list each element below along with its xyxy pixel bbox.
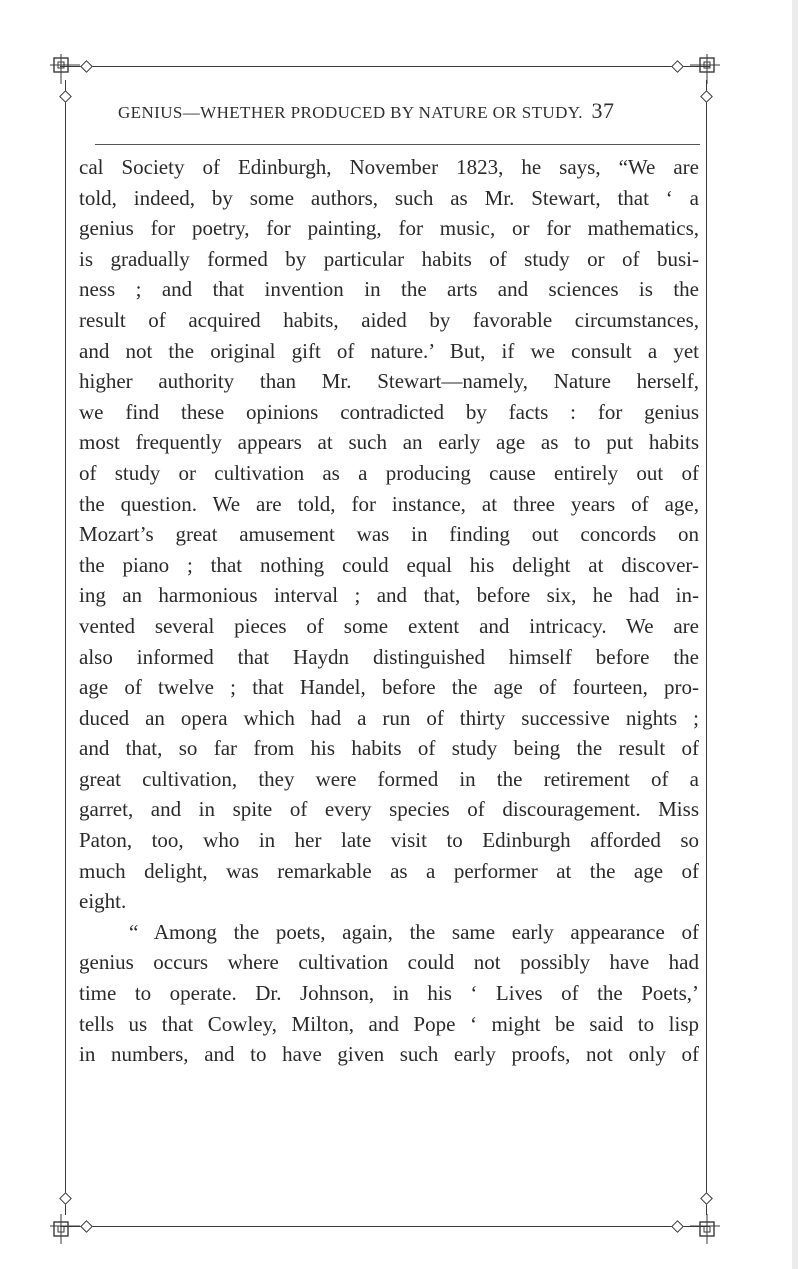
header-rule xyxy=(95,144,700,145)
text-line: Mozart’s great amusement was in finding out concords on xyxy=(79,522,699,547)
text-line: and that, so far from his habits of study being the result of xyxy=(79,736,699,761)
text-line: and not the original gift of nature.’ But, if we consult a yet xyxy=(79,338,699,363)
frame-right-line xyxy=(706,80,707,1215)
frame-top-line xyxy=(60,66,710,67)
body-text xyxy=(79,152,699,1070)
text-line: Paton, too, who in her late visit to Edinburgh afforded so xyxy=(79,828,699,853)
text-line: tells us that Cowley, Milton, and Pope ‘ might be said to lisp xyxy=(79,1011,699,1036)
text-line: the piano ; that nothing could equal his delight at discover- xyxy=(79,552,699,577)
text-line: “ Among the poets, again, the same early appearance of xyxy=(79,919,699,944)
frame-diamond-icon xyxy=(700,1192,713,1205)
text-line: genius for poetry, for painting, for music, or for mathematics, xyxy=(79,216,699,241)
text-line: much delight, was remarkable as a performer at the age of xyxy=(79,858,699,883)
running-head xyxy=(118,98,678,124)
text-line: also informed that Haydn distinguished himself before the xyxy=(79,644,699,669)
text-line: result of acquired habits, aided by favorable circumstances, xyxy=(79,307,699,332)
text-line: garret, and in spite of every species of discouragement. Miss xyxy=(79,797,699,822)
corner-ornament-top-right-icon xyxy=(690,54,720,84)
frame-diamond-icon xyxy=(59,1192,72,1205)
text-line: told, indeed, by some authors, such as Mr. Stewart, that ‘ a xyxy=(79,185,699,210)
page-number: 37 xyxy=(591,98,615,123)
text-line: of study or cultivation as a producing cause entirely out of xyxy=(79,460,699,485)
frame-diamond-icon xyxy=(671,1220,684,1233)
text-line: genius occurs where cultivation could not possibly have had xyxy=(79,950,699,975)
text-line: ing an harmonious interval ; and that, before six, he had in- xyxy=(79,583,699,608)
text-line: in numbers, and to have given such early proofs, not only of xyxy=(79,1042,699,1067)
corner-ornament-bottom-right-icon xyxy=(690,1214,720,1244)
text-line: great cultivation, they were formed in the retirement of a xyxy=(79,766,699,791)
text-line: cal Society of Edinburgh, November 1823, he says, “We are xyxy=(79,155,699,179)
frame-diamond-icon xyxy=(700,90,713,103)
text-line: time to operate. Dr. Johnson, in his ‘ Lives of the Poets,’ xyxy=(79,981,699,1006)
running-head-title: GENIUS—WHETHER PRODUCED BY NATURE OR STUDY. xyxy=(118,103,583,122)
text-line: vented several pieces of some extent and intricacy. We are xyxy=(79,613,699,638)
text-line: age of twelve ; that Handel, before the age of fourteen, pro- xyxy=(79,675,699,700)
corner-ornament-bottom-left-icon xyxy=(50,1214,80,1244)
text-line: eight. xyxy=(79,889,127,914)
text-line: is gradually formed by particular habits of study or of busi- xyxy=(79,246,699,271)
text-line: ness ; and that invention in the arts and sciences is the xyxy=(79,277,699,302)
text-line: duced an opera which had a run of thirty successive nights ; xyxy=(79,705,699,730)
frame-diamond-icon xyxy=(671,60,684,73)
frame-diamond-icon xyxy=(80,60,93,73)
scan-edge-mark xyxy=(792,0,798,1269)
frame-bottom-line xyxy=(60,1226,710,1227)
text-line: most frequently appears at such an early age as to put habits xyxy=(79,430,699,455)
frame-diamond-icon xyxy=(59,90,72,103)
text-line: the question. We are told, for instance, at three years of age, xyxy=(79,491,699,516)
frame-diamond-icon xyxy=(80,1220,93,1233)
corner-ornament-top-left-icon xyxy=(50,54,80,84)
frame-left-line xyxy=(65,80,66,1215)
text-line: we find these opinions contradicted by facts : for genius xyxy=(79,399,699,424)
text-line: higher authority than Mr. Stewart—namely, Nature herself, xyxy=(79,369,699,394)
